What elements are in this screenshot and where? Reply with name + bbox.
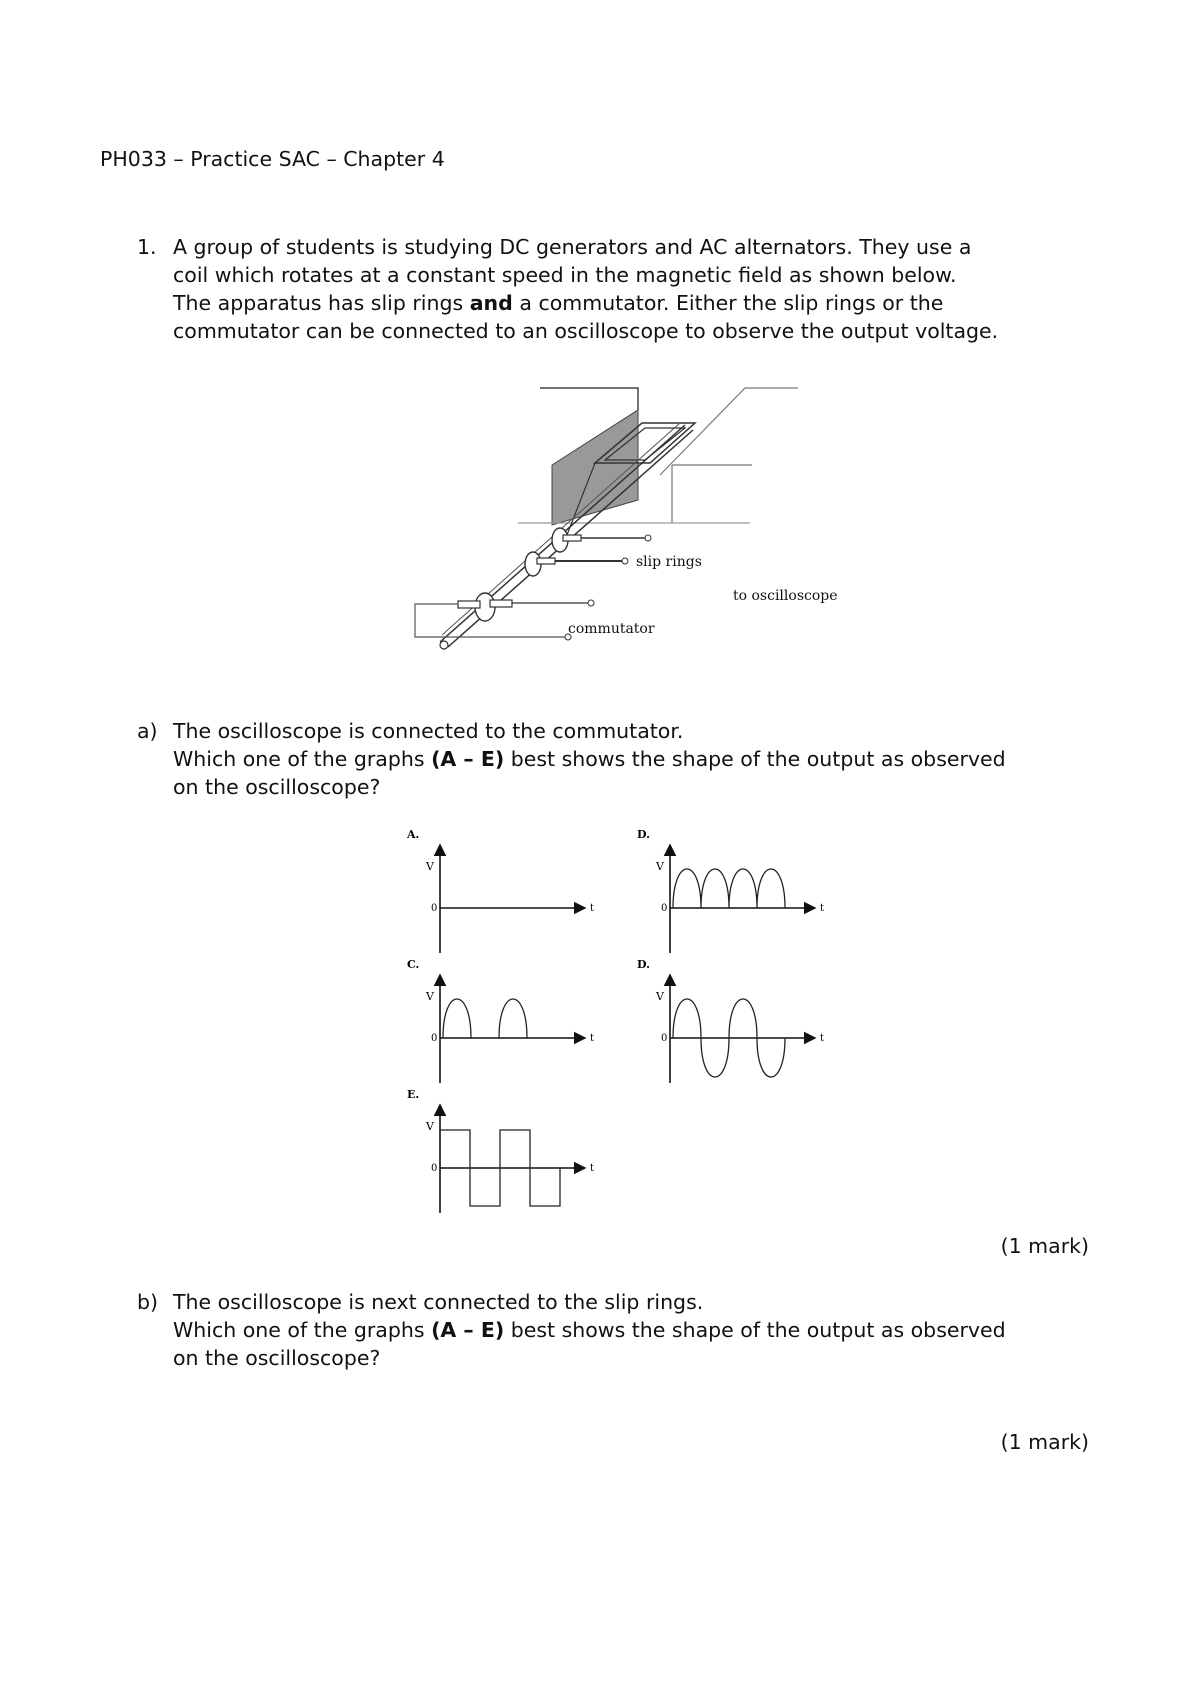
y-axis-label: V bbox=[656, 990, 664, 1003]
graph-5 bbox=[407, 1088, 594, 1213]
question-line: A group of students is studying DC generators and AC alternators. They use a bbox=[173, 235, 972, 259]
graph-id-label: D. bbox=[637, 958, 650, 971]
y-axis-label: V bbox=[426, 990, 434, 1003]
graph-2 bbox=[637, 828, 824, 953]
part-a-letter: a) bbox=[137, 719, 158, 743]
question-text: The apparatus has slip rings bbox=[173, 291, 464, 315]
slip-rings-label: slip rings bbox=[636, 554, 702, 570]
part-a-text: best shows the shape of the output as observed bbox=[510, 747, 1006, 771]
commutator-label: commutator bbox=[568, 621, 655, 637]
part-b-line bbox=[173, 1316, 1006, 1344]
origin-label: 0 bbox=[431, 903, 438, 914]
question-text: a commutator. Either the slip rings or the bbox=[519, 291, 944, 315]
question-line: coil which rotates at a constant speed in the magnetic field as shown below. bbox=[173, 263, 957, 287]
graph-4 bbox=[637, 958, 824, 1083]
to-oscilloscope-label: to oscilloscope bbox=[733, 588, 838, 604]
part-b-mark: (1 mark) bbox=[1000, 1430, 1089, 1454]
graph-id-label: A. bbox=[407, 828, 420, 841]
emphasis: and bbox=[469, 291, 513, 315]
origin-label: 0 bbox=[661, 903, 668, 914]
generator-apparatus-diagram bbox=[400, 380, 850, 660]
part-a-mark: (1 mark) bbox=[1000, 1234, 1089, 1258]
part-a-line: on the oscilloscope? bbox=[173, 775, 381, 799]
x-axis-label: t bbox=[590, 1033, 595, 1044]
origin-label: 0 bbox=[661, 1033, 668, 1044]
part-b-text: Which one of the graphs bbox=[173, 1318, 425, 1342]
part-a-options: (A – E) bbox=[431, 747, 505, 771]
part-b-line: The oscilloscope is next connected to the slip rings. bbox=[173, 1290, 704, 1314]
waveform-full-rectified bbox=[673, 869, 785, 908]
x-axis-label: t bbox=[590, 1163, 595, 1174]
part-a-line bbox=[173, 745, 1006, 773]
part-a-line: The oscilloscope is connected to the commutator. bbox=[173, 719, 684, 743]
waveform-half-rectified bbox=[443, 999, 527, 1038]
graph-id-label: E. bbox=[407, 1088, 420, 1101]
x-axis-label: t bbox=[820, 1033, 825, 1044]
y-axis-label: V bbox=[426, 860, 434, 873]
origin-label: 0 bbox=[431, 1033, 438, 1044]
graph-id-label: D. bbox=[637, 828, 650, 841]
graph-1 bbox=[406, 828, 594, 953]
graph-id-label: C. bbox=[407, 958, 420, 971]
part-a-text: Which one of the graphs bbox=[173, 747, 425, 771]
y-axis-label: V bbox=[426, 1120, 434, 1133]
part-b-line: on the oscilloscope? bbox=[173, 1346, 381, 1370]
question-line bbox=[173, 289, 943, 317]
origin-label: 0 bbox=[431, 1163, 438, 1174]
x-axis-label: t bbox=[820, 903, 825, 914]
graph-3 bbox=[407, 958, 594, 1083]
x-axis-label: t bbox=[590, 903, 595, 914]
y-axis-label: V bbox=[656, 860, 664, 873]
question-line: commutator can be connected to an oscilloscope to observe the output voltage. bbox=[173, 319, 999, 343]
part-b-text: best shows the shape of the output as observed bbox=[510, 1318, 1006, 1342]
part-b-options: (A – E) bbox=[431, 1318, 505, 1342]
page-title: PH033 – Practice SAC – Chapter 4 bbox=[100, 147, 445, 171]
part-b-letter: b) bbox=[137, 1290, 159, 1314]
question-number: 1. bbox=[137, 235, 157, 259]
answer-graphs bbox=[395, 825, 855, 1235]
